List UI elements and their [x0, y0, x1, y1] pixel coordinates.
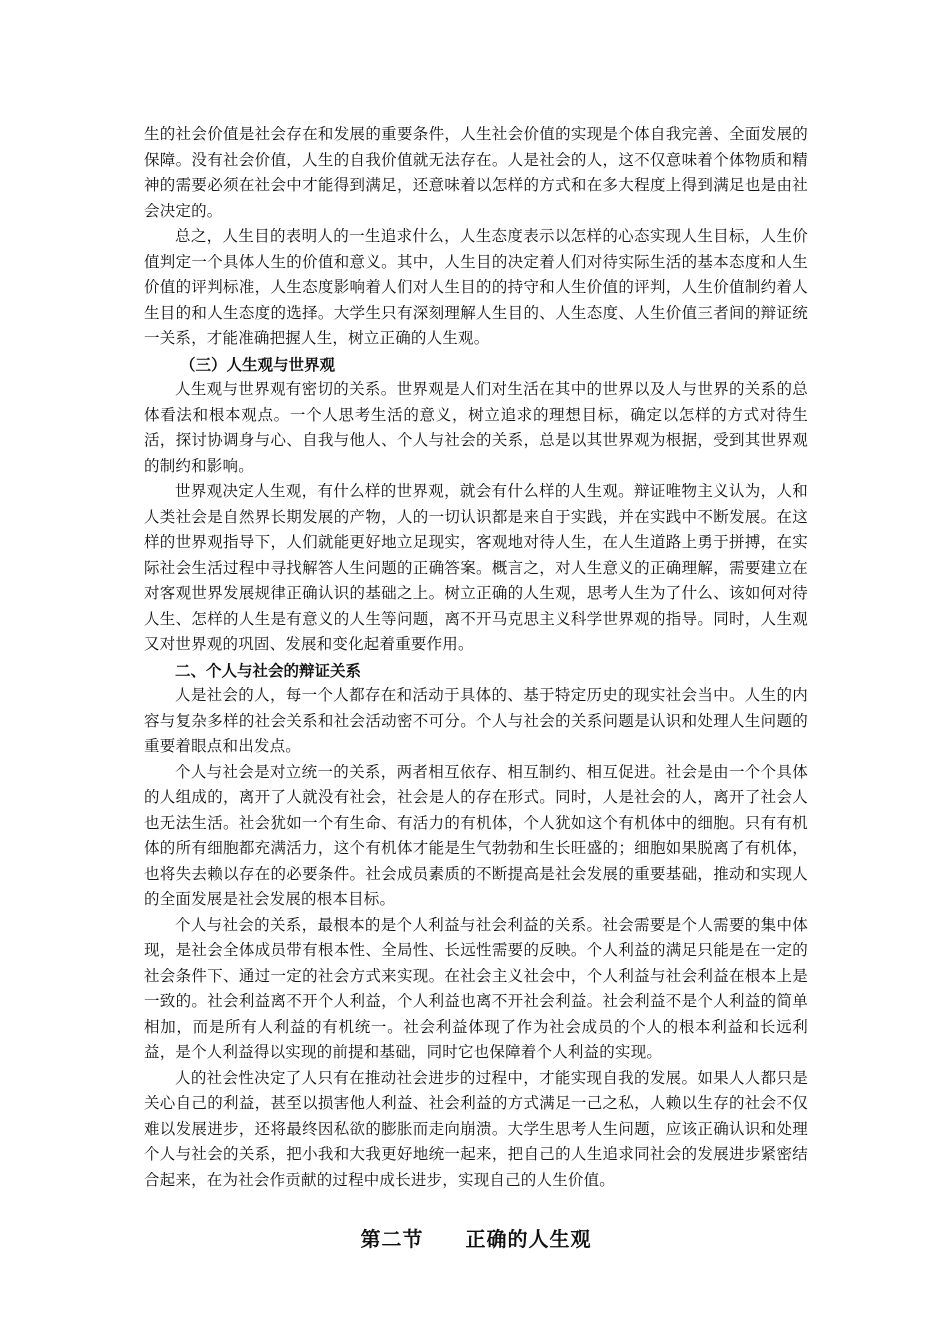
paragraph-summary: 总之，人生目的表明人的一生追求什么，人生态度表示以怎样的心态实现人生目标，人生价值判定一个具体人生的价值和意义。其中，人生目的决定着人们对待实际生活的基本态度和人生价值的评判标准，人生态度影响着人们对人生目的的持守和人生价值的评判，人生价值制约着人生目的和人生态度的选择。大学生只有深刻理解人生目的、人生态度、人生价值三者间的辩证统一关系，才能准确把握人生，树立正确的人生观。	[144, 227, 808, 347]
section-title: 第二节 正确的人生观	[360, 1227, 592, 1251]
paragraph-social-person: 人是社会的人，每一个人都存在和活动于具体的、基于特定历史的现实社会当中。人生的内容与复杂多样的社会关系和社会活动密不可分。个人与社会的关系问题是认识和处理人生问题的重要着眼点和出发点。	[144, 686, 808, 755]
paragraph-worldview-decides: 世界观决定人生观，有什么样的世界观，就会有什么样的人生观。辩证唯物主义认为，人和人类社会是自然界长期发展的产物，人的一切认识都是来自于实践，并在实践中不断发展。在这样的世界观指导下，人们就能更好地立足现实，客观地对待人生，在人生道路上勇于拼搏，在实际社会生活过程中寻找解答人生问题的正确答案。概言之，对人生意义的正确理解，需要建立在对客观世界发展规律正确认识的基础之上。树立正确的人生观，思考人生为了什么、该如何对待人生、怎样的人生是有意义的人生等问题，离不开马克思主义科学世界观的指导。同时，人生观又对世界观的巩固、发展和变化起着重要作用。	[144, 482, 808, 653]
paragraph-unity-of-opposites: 个人与社会是对立统一的关系，两者相互依存、相互制约、相互促进。社会是由一个个具体的人组成的，离开了人就没有社会，社会是人的存在形式。同时，人是社会的人，离开了社会人也无法生活。社会犹如一个有生命、有活力的有机体，个人犹如这个有机体中的细胞。只有有机体的所有细胞都充满活力，这个有机体才能是生气勃勃和生长旺盛的；细胞如果脱离了有机体，也将失去赖以存在的必要条件。社会成员素质的不断提高是社会发展的重要基础，推动和实现人的全面发展是社会发展的根本目标。	[144, 762, 808, 908]
subheading-individual-society: 二、个人与社会的辩证关系	[175, 660, 362, 680]
paragraph-social-progress: 人的社会性决定了人只有在推动社会进步的过程中，才能实现自我的发展。如果人人都只是关心自己的利益，甚至以损害他人利益、社会利益的方式满足一己之私，人赖以生存的社会不仅难以发展进步，还将最终因私欲的膨胀而走向崩溃。大学生思考人生问题，应该正确认识和处理个人与社会的关系，把小我和大我更好地统一起来，把自己的人生追求同社会的发展进步紧密结合起来，在为社会作贡献的过程中成长进步，实现自己的人生价值。	[144, 1068, 808, 1189]
document-page	[144, 122, 808, 1252]
paragraph-social-value: 生的社会价值是社会存在和发展的重要条件，人生社会价值的实现是个体自我完善、全面发展的保障。没有社会价值，人生的自我价值就无法存在。人是社会的人，这不仅意味着个体物质和精神的需要必须在社会中才能得到满足，还意味着以怎样的方式和在多大程度上得到满足也是由社会决定的。	[144, 125, 808, 220]
subheading-worldview: （三）人生观与世界观	[180, 354, 336, 374]
paragraph-interests: 个人与社会的关系，最根本的是个人利益与社会利益的关系。社会需要是个人需要的集中体现，是社会全体成员带有根本性、全局性、长远性需要的反映。个人利益的满足只能是在一定的社会条件下、通过一定的社会方式来实现。在社会主义社会中，个人利益与社会利益在根本上是一致的。社会利益离不开个人利益，个人利益也离不开社会利益。社会利益不是个人利益的简单相加，而是所有人利益的有机统一。社会利益体现了作为社会成员的个人的根本利益和长远利益，是个人利益得以实现的前提和基础，同时它也保障着个人利益的实现。	[144, 915, 808, 1061]
paragraph-worldview-relation: 人生观与世界观有密切的关系。世界观是人们对生活在其中的世界以及人与世界的关系的总体看法和根本观点。一个人思考生活的意义，树立追求的理想目标，确定以怎样的方式对待生活，探讨协调身与心、自我与他人、个人与社会的关系，总是以其世界观为根据，受到其世界观的制约和影响。	[144, 380, 808, 475]
